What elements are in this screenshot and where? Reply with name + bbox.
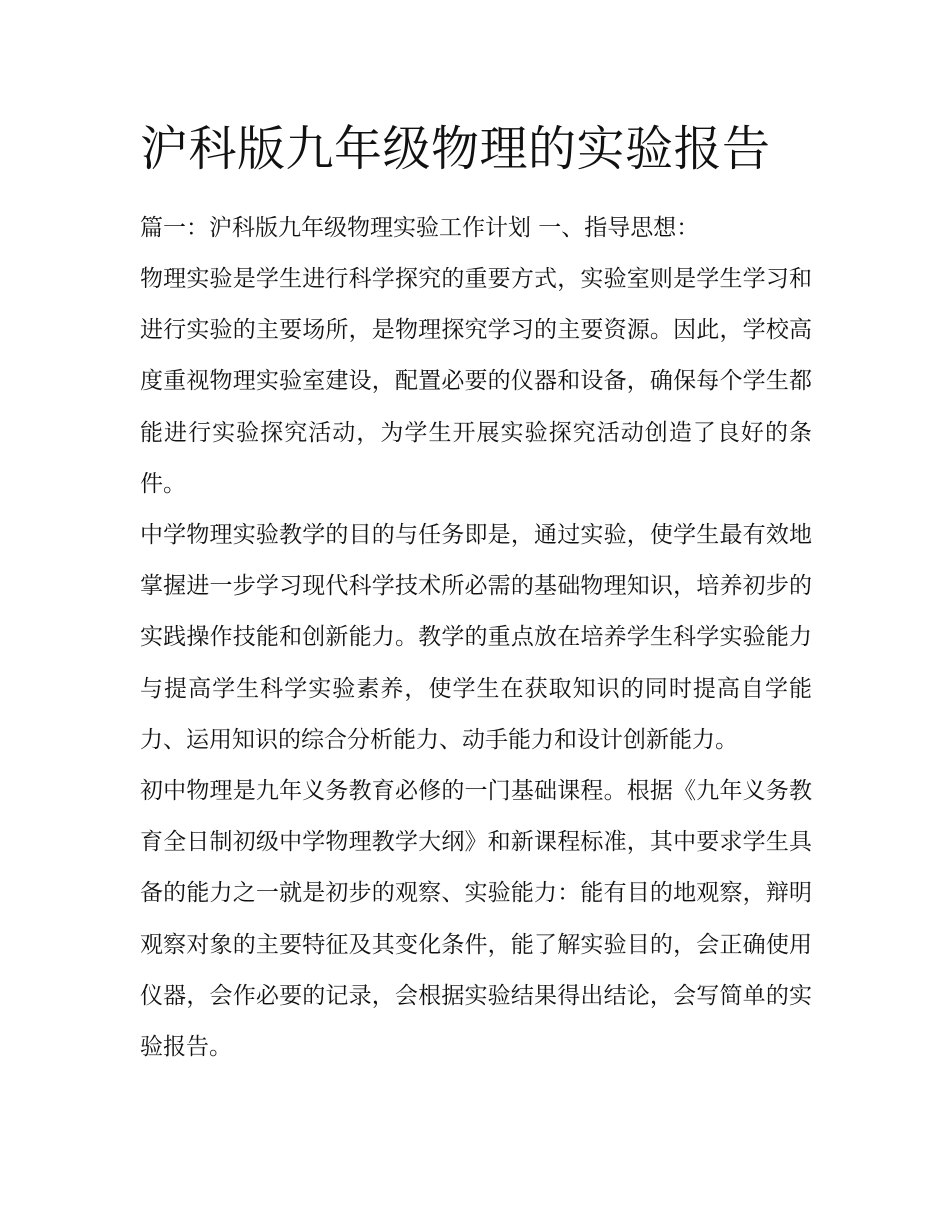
document-title: 沪科版九年级物理的实验报告	[140, 121, 771, 177]
paragraph-2: 中学物理实验教学的目的与任务即是，通过实验，使学生最有效地掌握进一步学习现代科学技术所必需的基础物理知识，培养初步的实践操作技能和创新能力。教学的重点放在培养学生科学实验能力与提高学生科学实验素养，使学生在获取知识的同时提高自学能力、运用知识的综合分析能力、动手能力和设计创新能力。	[140, 522, 812, 753]
section-heading: 篇一：沪科版九年级物理实验工作计划 一、指导思想：	[140, 215, 700, 241]
document-body	[140, 118, 812, 1073]
paragraph-1: 物理实验是学生进行科学探究的重要方式，实验室则是学生学习和进行实验的主要场所，是物理探究学习的主要资源。因此，学校高度重视物理实验室建设，配置必要的仪器和设备，确保每个学生都能进行实验探究活动，为学生开展实验探究活动创造了良好的条件。	[140, 266, 812, 497]
paragraph-3: 初中物理是九年义务教育必修的一门基础课程。根据《九年义务教育全日制初级中学物理教学大纲》和新课程标准，其中要求学生具备的能力之一就是初步的观察、实验能力：能有目的地观察，辩明观察对象的主要特征及其变化条件，能了解实验目的，会正确使用仪器，会作必要的记录，会根据实验结果得出结论，会写简单的实验报告。	[140, 778, 812, 1061]
